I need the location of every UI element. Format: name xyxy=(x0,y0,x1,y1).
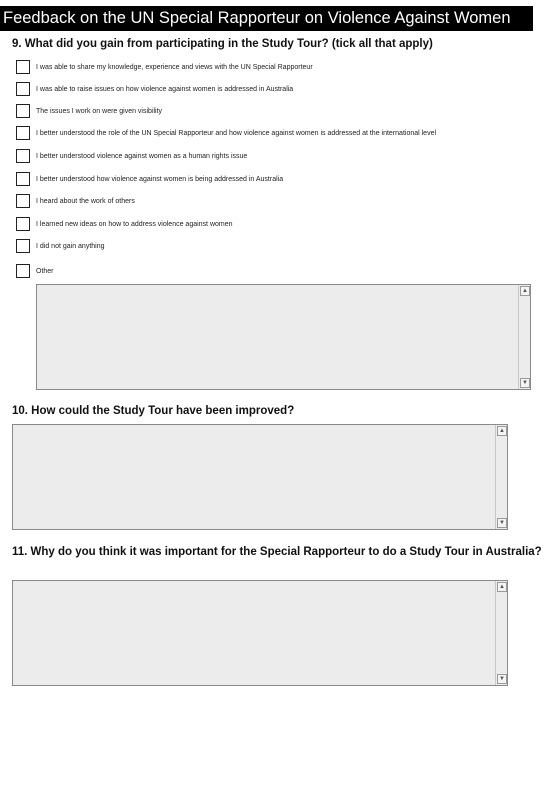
q9-option-no-gain[interactable] xyxy=(16,238,105,254)
scrollbar[interactable] xyxy=(518,285,530,389)
q9-option-human-rights[interactable] xyxy=(16,148,247,164)
q9-option-label: I did not gain anything xyxy=(36,242,105,250)
q9-other-textarea-box xyxy=(36,284,531,390)
question-9-label: 9. What did you gain from participating in the Study Tour? (tick all that apply) xyxy=(12,38,433,50)
q9-option-label: I learned new ideas on how to address violence against women xyxy=(36,220,233,228)
q9-option-label: The issues I work on were given visibility xyxy=(36,107,163,115)
q9-option-raise-issues[interactable] xyxy=(16,81,293,97)
q9-option-label: Other xyxy=(36,267,54,275)
q9-option-label: I better understood the role of the UN Special Rapporteur and how violence against women is addressed at the international level xyxy=(36,129,437,137)
q11-textarea-box xyxy=(12,580,508,686)
q9-option-new-ideas[interactable] xyxy=(16,216,233,232)
q9-option-label: I heard about the work of others xyxy=(36,197,135,205)
q9-option-work-of-others[interactable] xyxy=(16,193,135,209)
q9-option-label: I better understood how violence against women is being addressed in Australia xyxy=(36,175,284,183)
q9-checkbox-no-gain[interactable] xyxy=(16,239,30,253)
scrollbar[interactable] xyxy=(495,581,507,685)
q9-checkbox-share-knowledge[interactable] xyxy=(16,60,30,74)
q9-checkbox-new-ideas[interactable] xyxy=(16,217,30,231)
arrow-down-icon[interactable]: ▼ xyxy=(520,378,530,388)
q9-option-addressed-australia[interactable] xyxy=(16,171,283,187)
arrow-up-icon[interactable]: ▲ xyxy=(497,426,507,436)
q9-checkbox-visibility[interactable] xyxy=(16,104,30,118)
q9-option-label: I better understood violence against women as a human rights issue xyxy=(36,152,248,160)
q9-option-role-understood[interactable] xyxy=(16,125,436,141)
q9-checkbox-work-of-others[interactable] xyxy=(16,194,30,208)
q9-option-visibility[interactable] xyxy=(16,103,162,119)
q9-option-other[interactable] xyxy=(16,263,54,279)
q9-option-label: I was able to raise issues on how violence against women is addressed in Australia xyxy=(36,85,294,93)
scrollbar[interactable] xyxy=(495,425,507,529)
q10-textarea-box xyxy=(12,424,508,530)
q9-option-share-knowledge[interactable] xyxy=(16,59,313,75)
q9-checkbox-other[interactable] xyxy=(16,264,30,278)
q10-textarea[interactable] xyxy=(13,425,494,529)
q9-option-label: I was able to share my knowledge, experience and views with the UN Special Rapporteur xyxy=(36,63,313,71)
question-10-label: 10. How could the Study Tour have been improved? xyxy=(12,405,295,417)
q9-checkbox-addressed-australia[interactable] xyxy=(16,172,30,186)
q9-checkbox-raise-issues[interactable] xyxy=(16,82,30,96)
arrow-up-icon[interactable]: ▲ xyxy=(497,582,507,592)
arrow-up-icon[interactable]: ▲ xyxy=(520,286,530,296)
q9-checkbox-human-rights[interactable] xyxy=(16,149,30,163)
question-11-label: 11. Why do you think it was important for the Special Rapporteur to do a Study Tour in Australia? xyxy=(12,546,542,558)
q11-textarea[interactable] xyxy=(13,581,494,685)
page-title: Feedback on the UN Special Rapporteur on Violence Against Women xyxy=(0,6,533,31)
q9-other-textarea[interactable] xyxy=(37,285,517,389)
arrow-down-icon[interactable]: ▼ xyxy=(497,518,507,528)
q9-checkbox-role-understood[interactable] xyxy=(16,126,30,140)
arrow-down-icon[interactable]: ▼ xyxy=(497,674,507,684)
